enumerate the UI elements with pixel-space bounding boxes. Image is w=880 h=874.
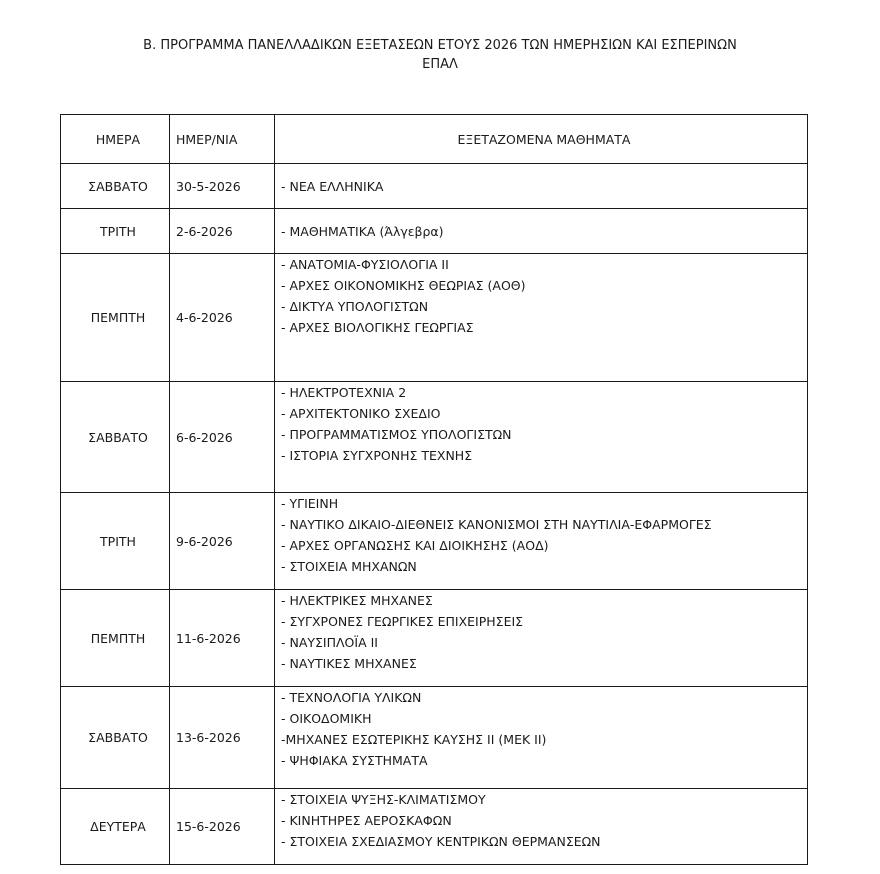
- header-subjects: ΕΞΕΤΑΖΟΜΕΝΑ ΜΑΘΗΜΑΤΑ: [275, 115, 808, 164]
- subject-item: - ΚΙΝΗΤΗΡΕΣ ΑΕΡΟΣΚΑΦΩΝ: [281, 813, 452, 828]
- document-title: [90, 36, 790, 74]
- date-cell: 30-5-2026: [170, 164, 275, 209]
- date-cell: 4-6-2026: [170, 254, 275, 382]
- subject-item: - ΙΣΤΟΡΙΑ ΣΥΓΧΡΟΝΗΣ ΤΕΧΝΗΣ: [281, 448, 473, 463]
- table-row: [61, 687, 808, 789]
- table-row: [61, 164, 808, 209]
- subjects-cell: [275, 590, 808, 687]
- table-row: [61, 209, 808, 254]
- subjects-cell: [275, 164, 808, 209]
- subjects-cell: [275, 209, 808, 254]
- document-title-line-1: Β. ΠΡΟΓΡΑΜΜΑ ΠΑΝΕΛΛΑΔΙΚΩΝ ΕΞΕΤΑΣΕΩΝ ΕΤΟΥΣ 2026 ΤΩΝ ΗΜΕΡΗΣΙΩΝ ΚΑΙ ΕΣΠΕΡΙΝΩΝ: [143, 38, 737, 53]
- header-day: ΗΜΕΡΑ: [61, 115, 170, 164]
- subject-item: - ΝΑΥΣΙΠΛΟΪΑ ΙΙ: [281, 635, 378, 650]
- exam-schedule-table: [60, 114, 808, 865]
- subject-item: - ΣΤΟΙΧΕΙΑ ΜΗΧΑΝΩΝ: [281, 559, 417, 574]
- day-cell: ΤΡΙΤΗ: [61, 209, 170, 254]
- subject-item: - ΑΝΑΤΟΜΙΑ-ΦΥΣΙΟΛΟΓΙΑ ΙΙ: [281, 257, 449, 272]
- subject-item: - ΑΡΧΙΤΕΚΤΟΝΙΚΟ ΣΧΕΔΙΟ: [281, 406, 441, 421]
- table-header-row: [61, 115, 808, 164]
- subjects-cell: [275, 382, 808, 493]
- day-cell: ΣΑΒΒΑΤΟ: [61, 164, 170, 209]
- subject-item: - ΥΓΙΕΙΝΗ: [281, 496, 339, 511]
- subject-item: - ΗΛΕΚΤΡΙΚΕΣ ΜΗΧΑΝΕΣ: [281, 593, 433, 608]
- table-row: [61, 590, 808, 687]
- subjects-cell: [275, 687, 808, 789]
- subject-item: - ΝΕΑ ΕΛΛΗΝΙΚΑ: [281, 178, 384, 194]
- day-cell: ΔΕΥΤΕΡΑ: [61, 789, 170, 865]
- date-cell: 2-6-2026: [170, 209, 275, 254]
- day-cell: ΣΑΒΒΑΤΟ: [61, 382, 170, 493]
- table-row: [61, 789, 808, 865]
- subject-item: - ΑΡΧΕΣ ΟΡΓΑΝΩΣΗΣ ΚΑΙ ΔΙΟΙΚΗΣΗΣ (ΑΟΔ): [281, 538, 549, 553]
- day-cell: ΣΑΒΒΑΤΟ: [61, 687, 170, 789]
- subject-item: - ΝΑΥΤΙΚΕΣ ΜΗΧΑΝΕΣ: [281, 656, 417, 671]
- date-cell: 11-6-2026: [170, 590, 275, 687]
- subject-item: - ΟΙΚΟΔΟΜΙΚΗ: [281, 711, 372, 726]
- subjects-cell: [275, 493, 808, 590]
- subject-item: - ΣΥΓΧΡΟΝΕΣ ΓΕΩΡΓΙΚΕΣ ΕΠΙΧΕΙΡΗΣΕΙΣ: [281, 614, 524, 629]
- document-title-line-2: ΕΠΑΛ: [422, 57, 458, 72]
- subject-item: - ΠΡΟΓΡΑΜΜΑΤΙΣΜΟΣ ΥΠΟΛΟΓΙΣΤΩΝ: [281, 427, 512, 442]
- subjects-cell: [275, 789, 808, 865]
- subjects-cell: [275, 254, 808, 382]
- table-row: [61, 493, 808, 590]
- day-cell: ΤΡΙΤΗ: [61, 493, 170, 590]
- subject-item: - ΜΑΘΗΜΑΤΙΚΑ (Άλγεβρα): [281, 223, 444, 239]
- subject-item: - ΔΙΚΤΥΑ ΥΠΟΛΟΓΙΣΤΩΝ: [281, 299, 429, 314]
- table-row: [61, 382, 808, 493]
- subject-item: - ΗΛΕΚΤΡΟΤΕΧΝΙΑ 2: [281, 385, 407, 400]
- table-row: [61, 254, 808, 382]
- date-cell: 6-6-2026: [170, 382, 275, 493]
- subject-item: - ΣΤΟΙΧΕΙΑ ΨΥΞΗΣ-ΚΛΙΜΑΤΙΣΜΟΥ: [281, 792, 486, 807]
- date-cell: 9-6-2026: [170, 493, 275, 590]
- subject-item: - ΑΡΧΕΣ ΒΙΟΛΟΓΙΚΗΣ ΓΕΩΡΓΙΑΣ: [281, 320, 474, 335]
- subject-item: - ΤΕΧΝΟΛΟΓΙΑ ΥΛΙΚΩΝ: [281, 690, 422, 705]
- date-cell: 13-6-2026: [170, 687, 275, 789]
- subject-item: -ΜΗΧΑΝΕΣ ΕΣΩΤΕΡΙΚΗΣ ΚΑΥΣΗΣ ΙΙ (ΜΕΚ ΙΙ): [281, 732, 547, 747]
- date-cell: 15-6-2026: [170, 789, 275, 865]
- subject-item: - ΨΗΦΙΑΚΑ ΣΥΣΤΗΜΑΤΑ: [281, 753, 428, 768]
- day-cell: ΠΕΜΠΤΗ: [61, 590, 170, 687]
- subject-item: - ΣΤΟΙΧΕΙΑ ΣΧΕΔΙΑΣΜΟΥ ΚΕΝΤΡΙΚΩΝ ΘΕΡΜΑΝΣΕΩΝ: [281, 834, 601, 849]
- day-cell: ΠΕΜΠΤΗ: [61, 254, 170, 382]
- subject-item: - ΝΑΥΤΙΚΟ ΔΙΚΑΙΟ-ΔΙΕΘΝΕΙΣ ΚΑΝΟΝΙΣΜΟΙ ΣΤΗ ΝΑΥΤΙΛΙΑ-ΕΦΑΡΜΟΓΕΣ: [281, 517, 712, 532]
- subject-item: - ΑΡΧΕΣ ΟΙΚΟΝΟΜΙΚΗΣ ΘΕΩΡΙΑΣ (ΑΟΘ): [281, 278, 526, 293]
- header-date: ΗΜΕΡ/ΝΙΑ: [170, 115, 275, 164]
